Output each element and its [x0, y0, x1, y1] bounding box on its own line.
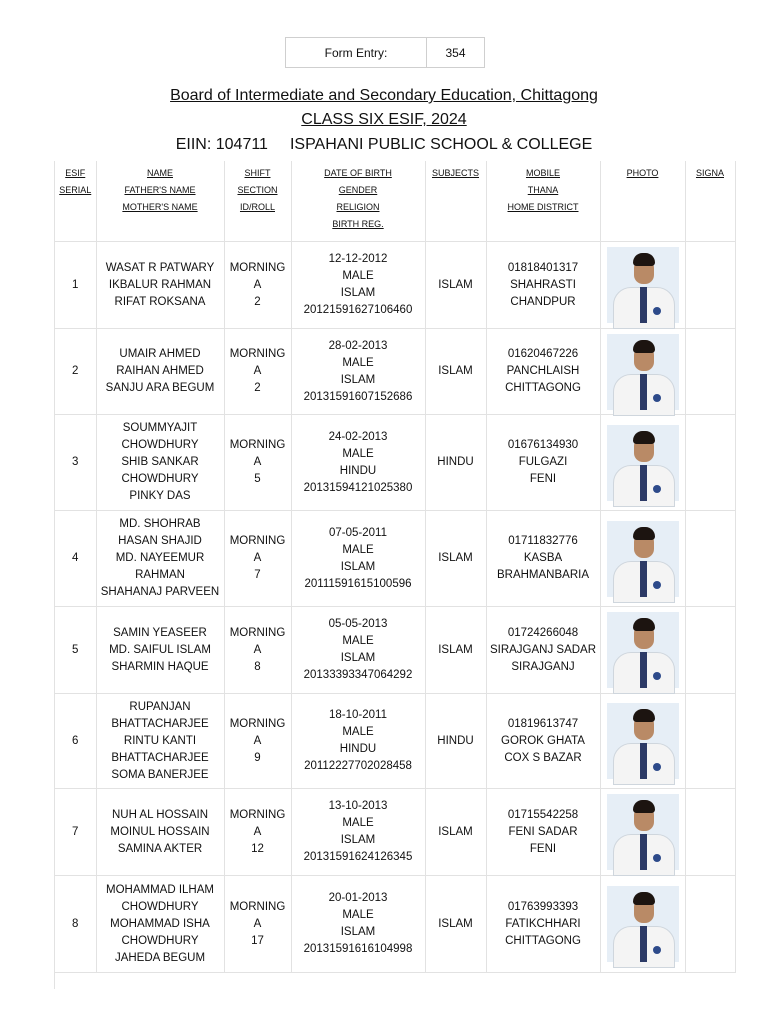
shift-cell	[224, 876, 291, 973]
shift-cell	[224, 415, 291, 511]
contact-cell-line: GOROK GHATA	[501, 734, 585, 747]
dob-cell-line: ISLAM	[340, 287, 376, 299]
photo-badge	[653, 672, 661, 680]
shift-cell-line: A	[253, 365, 262, 377]
table-row	[55, 789, 735, 876]
shift-cell-line: A	[253, 552, 262, 564]
dob-cell-line: 20-01-2013	[328, 892, 388, 904]
name-cell-line: SHIB SANKAR	[121, 456, 199, 468]
dob-cell-line: MALE	[342, 356, 374, 369]
student-photo	[607, 425, 679, 501]
contact-cell-line: 01819613747	[507, 717, 579, 730]
name-cell-line: MD. NAYEEMUR	[115, 552, 205, 564]
dob-cell-line: ISLAM	[340, 834, 376, 846]
photo-tie	[640, 926, 647, 962]
shift-cell-line: 2	[254, 382, 261, 394]
shift-cell	[224, 329, 291, 415]
contact-cell-line: 01620467226	[507, 348, 579, 360]
contact-cell-line: FATIKCHHARI	[505, 917, 581, 930]
photo-cell	[600, 242, 685, 329]
name-cell	[96, 694, 224, 789]
school-name: ISPAHANI PUBLIC SCHOOL & COLLEGE	[289, 136, 593, 153]
name-cell-line: CHOWDHURY	[121, 439, 199, 451]
photo-badge	[653, 485, 661, 493]
dob-cell-line: 20131591616104998	[303, 943, 413, 955]
name-cell-line: MOHAMMAD ISHA	[110, 917, 210, 930]
form-entry-value: 354	[445, 45, 466, 60]
name-cell-line: RIFAT ROKSANA	[114, 295, 206, 308]
dob-cell-line: ISLAM	[340, 652, 376, 664]
student-table	[55, 161, 736, 973]
dob-cell	[291, 415, 425, 511]
photo-cell	[600, 694, 685, 789]
shift-cell	[224, 694, 291, 789]
header-photo	[600, 161, 685, 242]
serial-cell: 3	[55, 415, 96, 511]
photo-tie	[640, 834, 647, 870]
name-cell-line: WASAT R PATWARY	[105, 261, 215, 274]
contact-cell-line: FENI	[529, 842, 557, 855]
shift-cell-line: MORNING	[229, 261, 286, 274]
dob-cell-line: 18-10-2011	[329, 709, 387, 721]
photo-badge	[653, 763, 661, 771]
subject-cell: ISLAM	[425, 876, 486, 973]
name-cell-line: CHOWDHURY	[121, 473, 199, 485]
name-cell-line: NUH AL HOSSAIN	[111, 808, 209, 821]
signature-cell	[685, 694, 735, 789]
table-row	[55, 694, 735, 789]
serial-cell: 2	[55, 329, 96, 415]
shift-cell-line: 8	[254, 660, 261, 673]
photo-cell	[600, 607, 685, 694]
subject-cell: ISLAM	[425, 607, 486, 694]
shift-cell-line: A	[253, 734, 262, 747]
name-cell-line: RAIHAN AHMED	[116, 365, 204, 377]
shift-cell-line: A	[253, 917, 262, 930]
dob-cell-line: 05-05-2013	[328, 618, 388, 630]
header-line: DATE OF BIRTH	[324, 168, 392, 178]
photo-badge	[653, 394, 661, 402]
header-line: MOTHER'S NAME	[122, 202, 198, 212]
photo-tie	[640, 561, 647, 597]
header-signature	[685, 161, 735, 242]
signature-cell	[685, 242, 735, 329]
subject-cell: HINDU	[425, 694, 486, 789]
header-line: SUBJECTS	[431, 168, 479, 178]
header-line: ID/ROLL	[239, 202, 275, 212]
header-shift	[224, 161, 291, 242]
dob-cell-line: ISLAM	[340, 560, 376, 573]
student-photo	[607, 521, 679, 597]
dob-cell-line: HINDU	[339, 743, 377, 755]
dob-cell-line: 12-12-2012	[328, 253, 388, 265]
dob-cell	[291, 694, 425, 789]
dob-cell-line: 13-10-2013	[328, 800, 388, 812]
dob-cell	[291, 511, 425, 607]
contact-cell-line: 01715542258	[507, 808, 579, 821]
dob-cell	[291, 607, 425, 694]
name-cell-line: RAHMAN	[135, 569, 185, 581]
contact-cell	[486, 242, 600, 329]
shift-cell-line: MORNING	[229, 439, 286, 451]
dob-cell-line: 24-02-2013	[328, 430, 388, 443]
photo-tie	[640, 743, 647, 779]
dob-cell-line: 20112227702028458	[304, 760, 412, 772]
photo-cell	[600, 329, 685, 415]
name-cell-line: SAMIN YEASEER	[113, 626, 207, 639]
name-cell	[96, 329, 224, 415]
shift-cell-line: A	[253, 643, 262, 656]
header-line: BIRTH REG.	[332, 219, 384, 229]
photo-cell	[600, 511, 685, 607]
contact-cell-line: CHANDPUR	[510, 295, 576, 308]
table-row	[55, 511, 735, 607]
header-line: HOME DISTRICT	[507, 202, 579, 212]
dob-cell-line: MALE	[342, 635, 374, 647]
name-cell-line: UMAIR AHMED	[119, 348, 201, 360]
dob-cell	[291, 876, 425, 973]
shift-cell-line: 7	[254, 569, 261, 581]
contact-cell	[486, 694, 600, 789]
shift-cell-line: MORNING	[229, 348, 286, 360]
name-cell-line: RINTU KANTI	[123, 734, 197, 747]
contact-cell-line: PANCHLAISH	[506, 365, 580, 377]
name-cell-line: PINKY DAS	[129, 490, 191, 502]
name-cell-line: MOINUL HOSSAIN	[110, 825, 210, 838]
shift-cell-line: 9	[254, 751, 261, 764]
subject-cell: ISLAM	[425, 242, 486, 329]
photo-badge	[653, 307, 661, 315]
shift-cell	[224, 511, 291, 607]
contact-cell-line: 01676134930	[507, 439, 579, 451]
shift-cell-line: 2	[254, 295, 261, 308]
name-cell-line: SOUMMYAJIT	[122, 422, 198, 434]
header-line: ESIF	[65, 168, 86, 178]
name-cell-line: SHAHANAJ PARVEEN	[100, 586, 220, 598]
photo-hair	[633, 618, 655, 631]
header-line: GENDER	[338, 185, 378, 195]
dob-cell-line: 20133393347064292	[303, 669, 413, 681]
student-photo	[607, 247, 679, 323]
name-cell-line: SAMINA AKTER	[117, 842, 203, 855]
student-photo	[607, 612, 679, 688]
photo-tie	[640, 465, 647, 501]
photo-cell	[600, 415, 685, 511]
shift-cell	[224, 242, 291, 329]
photo-hair	[633, 253, 655, 266]
contact-cell-line: COX S BAZAR	[504, 751, 582, 764]
serial-cell: 1	[55, 242, 96, 329]
name-cell-line: SOMA BANERJEE	[111, 768, 209, 781]
name-cell	[96, 242, 224, 329]
subject-cell: HINDU	[425, 415, 486, 511]
dob-cell-line: MALE	[342, 909, 374, 921]
contact-cell-line: SIRAJGANJ SADAR	[489, 643, 597, 656]
contact-cell-line: KASBA	[523, 552, 563, 564]
dob-cell-line: ISLAM	[340, 926, 376, 938]
eiin-number: EIIN: 104711	[175, 136, 268, 153]
dob-cell-line: MALE	[342, 270, 374, 282]
contact-cell-line: 01724266048	[507, 626, 579, 639]
subject-cell: ISLAM	[425, 789, 486, 876]
photo-tie	[640, 652, 647, 688]
signature-cell	[685, 607, 735, 694]
dob-cell-line: 20131591607152686	[303, 390, 413, 403]
photo-badge	[653, 581, 661, 589]
table-row	[55, 242, 735, 329]
header-line: SIGNA	[695, 168, 724, 178]
school-line	[0, 132, 768, 158]
serial-cell: 4	[55, 511, 96, 607]
header-dob	[291, 161, 425, 242]
student-photo	[607, 886, 679, 962]
header-mobile	[486, 161, 600, 242]
name-cell	[96, 415, 224, 511]
dob-cell-line: 20121591627106460	[303, 304, 413, 316]
shift-cell-line: MORNING	[229, 808, 286, 821]
signature-cell	[685, 876, 735, 973]
contact-cell-line: CHITTAGONG	[505, 382, 581, 394]
header-subjects	[425, 161, 486, 242]
contact-cell	[486, 607, 600, 694]
serial-cell: 6	[55, 694, 96, 789]
header-line: SECTION	[237, 185, 278, 195]
photo-cell	[600, 876, 685, 973]
photo-cell	[600, 789, 685, 876]
dob-cell-line: 20111591615100596	[304, 577, 412, 590]
subject-cell: ISLAM	[425, 511, 486, 607]
table-header-row	[55, 161, 735, 242]
contact-cell-line: 01818401317	[507, 261, 579, 274]
contact-cell-line: 01763993393	[507, 900, 579, 913]
contact-cell	[486, 789, 600, 876]
dob-cell-line: ISLAM	[340, 373, 376, 386]
name-cell-line: SANJU ARA BEGUM	[105, 382, 215, 394]
photo-badge	[653, 946, 661, 954]
shift-cell-line: A	[253, 825, 262, 838]
shift-cell-line: 17	[251, 934, 264, 947]
shift-cell	[224, 607, 291, 694]
form-entry-label: Form Entry:	[286, 38, 427, 67]
name-cell-line: MD. SAIFUL ISLAM	[109, 643, 211, 656]
name-cell-line: JAHEDA BEGUM	[114, 951, 206, 964]
photo-hair	[633, 431, 655, 444]
student-photo	[607, 334, 679, 410]
signature-cell	[685, 329, 735, 415]
name-cell-line: CHOWDHURY	[121, 900, 199, 913]
contact-cell-line: BRAHMANBARIA	[496, 569, 590, 581]
student-table-wrapper	[54, 161, 724, 989]
dob-cell	[291, 789, 425, 876]
shift-cell-line: MORNING	[229, 626, 286, 639]
name-cell-line: BHATTACHARJEE	[111, 751, 209, 764]
name-cell-line: CHOWDHURY	[121, 934, 199, 947]
name-cell-line: BHATTACHARJEE	[111, 717, 209, 730]
name-cell-line: IKBALUR RAHMAN	[108, 278, 212, 291]
header-line: PHOTO	[626, 168, 659, 178]
header-line: RELIGION	[336, 202, 380, 212]
dob-cell-line: 07-05-2011	[329, 526, 387, 539]
dob-cell	[291, 242, 425, 329]
header-line: NAME	[146, 168, 173, 178]
serial-cell: 7	[55, 789, 96, 876]
dob-cell-line: MALE	[342, 726, 374, 738]
photo-hair	[633, 709, 655, 722]
name-cell	[96, 607, 224, 694]
dob-cell-line: 20131591624126345	[303, 851, 413, 863]
document-header	[0, 84, 768, 158]
photo-hair	[633, 892, 655, 905]
name-cell-line: MOHAMMAD ILHAM	[106, 883, 214, 896]
shift-cell-line: 12	[251, 842, 264, 855]
table-row	[55, 607, 735, 694]
name-cell	[96, 789, 224, 876]
shift-cell-line: MORNING	[229, 535, 286, 547]
contact-cell-line: SIRAJGANJ	[511, 660, 575, 673]
photo-tie	[640, 374, 647, 410]
contact-cell	[486, 415, 600, 511]
header-name	[96, 161, 224, 242]
name-cell-line: RUPANJAN	[129, 700, 191, 713]
dob-cell-line: MALE	[342, 447, 374, 460]
header-line: SERIAL	[59, 185, 92, 195]
header-line: MOBILE	[525, 168, 560, 178]
contact-cell	[486, 329, 600, 415]
header-line: THANA	[527, 185, 559, 195]
name-cell-line: MD. SHOHRAB	[119, 518, 201, 530]
contact-cell-line: 01711832776	[508, 535, 578, 547]
student-photo	[607, 703, 679, 779]
name-cell	[96, 511, 224, 607]
signature-cell	[685, 415, 735, 511]
dob-cell-line: 28-02-2013	[328, 339, 388, 352]
signature-cell	[685, 511, 735, 607]
shift-cell-line: 5	[254, 473, 261, 485]
photo-hair	[633, 800, 655, 813]
signature-cell	[685, 789, 735, 876]
student-photo	[607, 794, 679, 870]
dob-cell-line: MALE	[342, 543, 374, 556]
shift-cell-line: MORNING	[229, 900, 286, 913]
header-serial	[55, 161, 96, 242]
board-title: Board of Intermediate and Secondary Education, Chittagong	[170, 87, 598, 104]
shift-cell-line: A	[253, 278, 262, 291]
photo-tie	[640, 287, 647, 323]
shift-cell	[224, 789, 291, 876]
shift-cell-line: MORNING	[229, 717, 286, 730]
contact-cell-line: FENI	[529, 473, 557, 485]
photo-hair	[633, 340, 655, 353]
serial-cell: 8	[55, 876, 96, 973]
name-cell	[96, 876, 224, 973]
dob-cell-line: 20131594121025380	[303, 481, 413, 494]
dob-cell-line: HINDU	[339, 464, 377, 477]
contact-cell-line: FENI SADAR	[508, 825, 578, 838]
header-line: SHIFT	[244, 168, 271, 178]
dob-cell	[291, 329, 425, 415]
table-row	[55, 876, 735, 973]
name-cell-line: SHARMIN HAQUE	[111, 660, 209, 673]
name-cell-line: HASAN SHAJID	[118, 535, 202, 547]
form-entry-box	[285, 37, 485, 68]
table-row	[55, 329, 735, 415]
dob-cell-line: MALE	[342, 817, 374, 829]
table-row	[55, 415, 735, 511]
header-line: FATHER'S NAME	[124, 185, 196, 195]
contact-cell-line: SHAHRASTI	[510, 278, 576, 291]
contact-cell	[486, 876, 600, 973]
subject-cell: ISLAM	[425, 329, 486, 415]
table-body	[55, 242, 735, 973]
contact-cell-line: FULGAZI	[518, 456, 568, 468]
contact-cell-line: CHITTAGONG	[505, 934, 581, 947]
serial-cell: 5	[55, 607, 96, 694]
shift-cell-line: A	[253, 456, 262, 468]
photo-hair	[633, 527, 655, 540]
class-title: CLASS SIX ESIF, 2024	[301, 111, 467, 128]
contact-cell	[486, 511, 600, 607]
photo-badge	[653, 854, 661, 862]
